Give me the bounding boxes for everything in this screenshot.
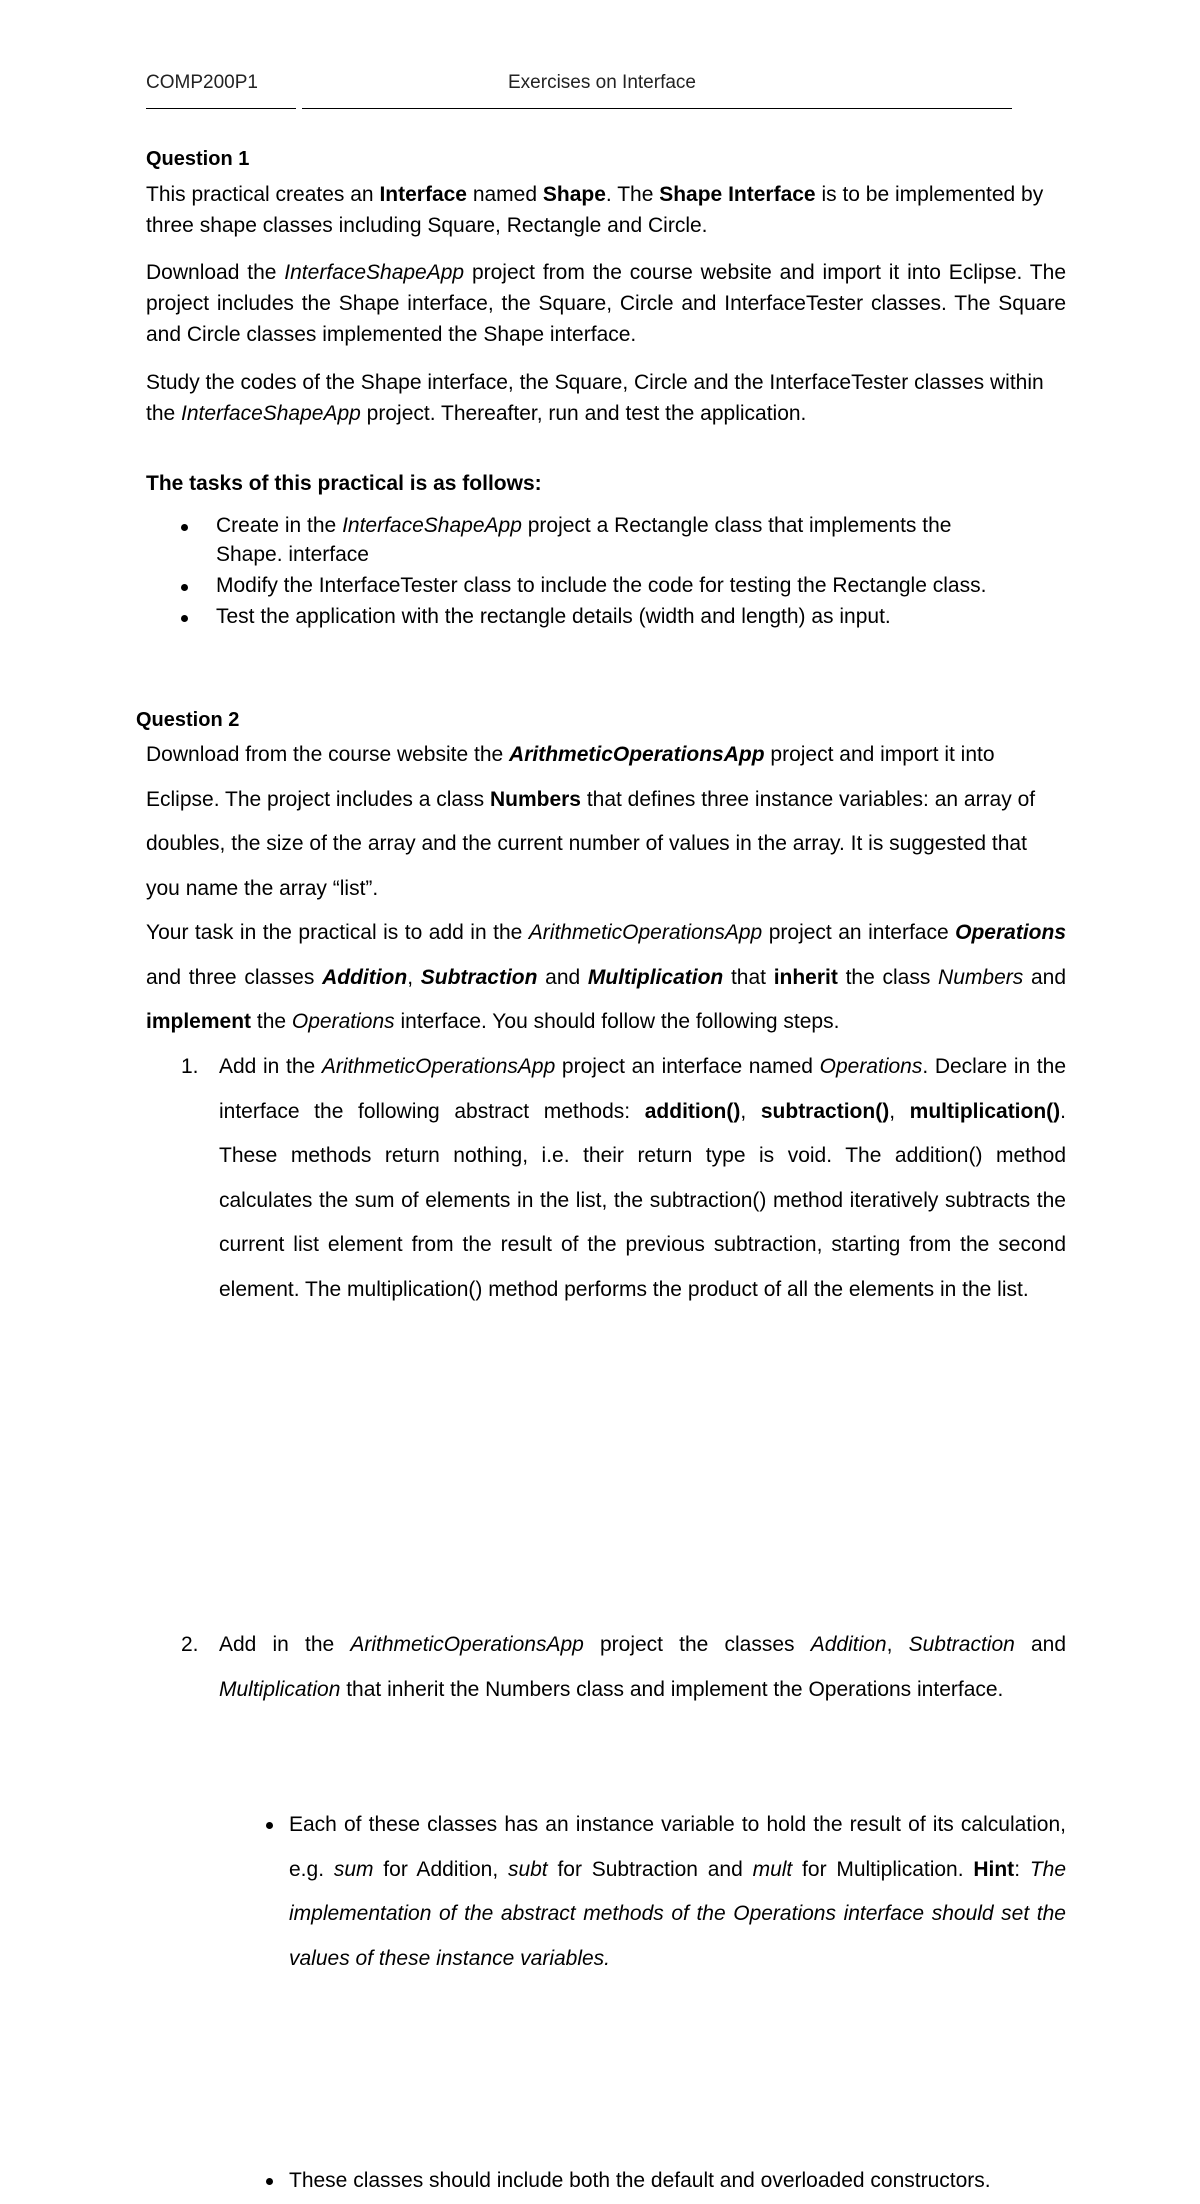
- list-item: Modify the InterfaceTester class to include the code for testing the Rectangle class.: [216, 571, 1006, 600]
- header-rule: [302, 108, 862, 109]
- q1-paragraph-1: This practical creates an Interface named Shape. The Shape Interface is to be implemented by three shape classes including Square, Rectangle and Circle.: [146, 183, 1044, 237]
- list-item: Create in the InterfaceShapeApp project a Rectangle class that implements the Shape. interface: [216, 511, 1006, 569]
- step-number: 2.: [181, 1633, 199, 1656]
- header-title: Exercises on Interface: [508, 72, 696, 93]
- bullet: [266, 1822, 273, 1829]
- bullet: [181, 615, 188, 622]
- q2-step-2: 2. Add in the ArithmeticOperationsApp project the classes Addition, Subtraction and Multiplication that inherit the Numbers class and implement the Operations interface.: [219, 1623, 1066, 1712]
- q2-step-1: 1. Add in the ArithmeticOperationsApp project an interface named Operations. Declare in the interface the following abstract methods: addition(), subtraction(), multiplication(). These methods return nothing, i.e. their return type is void. The addition() method calculates the sum of elements in the list, the subtraction() method iteratively subtracts the current list element from the result of the previous subtraction, starting from the second element. The multiplication() method performs the product of all the elements in the list.: [219, 1045, 1066, 1312]
- header-course-code: COMP200P1: [146, 72, 258, 93]
- q1-paragraph-3: Study the codes of the Shape interface, the Square, Circle and the InterfaceTester classes within the InterfaceShapeApp project. Thereafter, run and test the application.: [146, 371, 1044, 425]
- bullet: [181, 524, 188, 531]
- q1-tasks-heading: The tasks of this practical is as follows:: [146, 472, 542, 495]
- bullet: [181, 584, 188, 591]
- q1-paragraph-2: Download the InterfaceShapeApp project from the course website and import it into Eclipse. The project includes the Shape interface, the Square, Circle and InterfaceTester classes. The Square and Circle classes implemented the Shape interface.: [146, 261, 1066, 346]
- header-rule: [146, 108, 296, 109]
- question-1-title: Question 1: [146, 148, 250, 170]
- question-2-title: Question 2: [136, 709, 240, 731]
- q2-sub-bullet-2: These classes should include both the default and overloaded constructors.: [289, 2159, 1066, 2204]
- step-number: 1.: [181, 1055, 199, 1078]
- q1-task-list: [216, 511, 1006, 631]
- q2-paragraph-2: Your task in the practical is to add in the ArithmeticOperationsApp project an interface Operations and three classes Addition, Subtraction and Multiplication that inherit the class Numbers and implement the Operations interface. You should follow the following steps.: [146, 921, 1066, 1033]
- q2-sub-bullet-1: Each of these classes has an instance variable to hold the result of its calculation, e.g. sum for Addition, subt for Subtraction and mult for Multiplication. Hint: The implementation of the abstract methods of the Operations interface should set the values of these instance variables.: [289, 1803, 1066, 1981]
- bullet: [266, 2178, 273, 2185]
- list-item: Test the application with the rectangle details (width and length) as input.: [216, 602, 1006, 631]
- q2-paragraph-1: Download from the course website the ArithmeticOperationsApp project and import it into Eclipse. The project includes a class Numbers that defines three instance variables: an array of doubles, the size of the array and the current number of values in the array. It is suggested that you name the array “list”.: [146, 743, 1036, 900]
- header-rule: [862, 108, 1012, 109]
